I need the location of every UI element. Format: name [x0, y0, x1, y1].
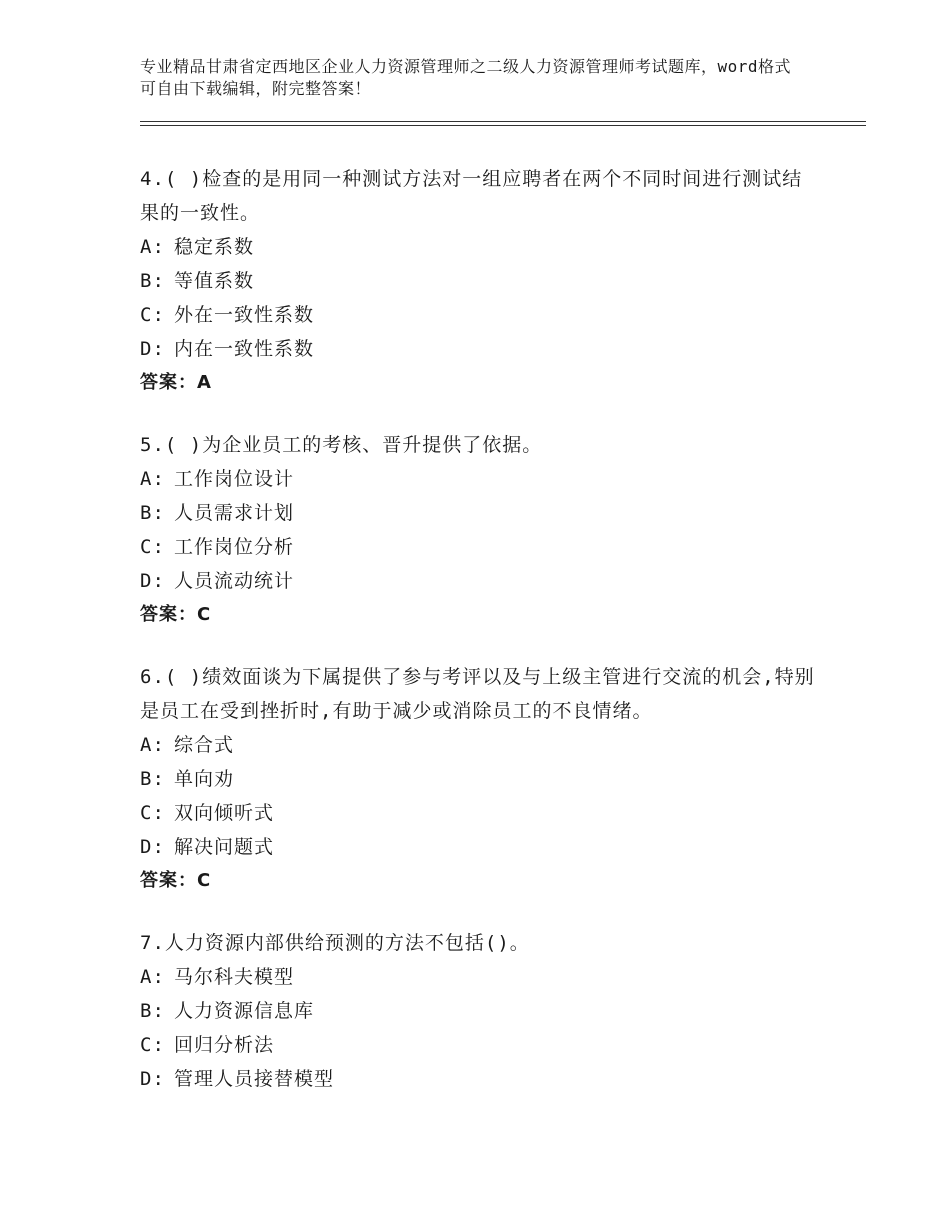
option-text: 人员需求计划	[174, 502, 295, 524]
question-stem: 5.( )为企业员工的考核、晋升提供了依据。	[140, 434, 543, 456]
option-a	[140, 728, 820, 762]
header-divider-top	[140, 121, 866, 122]
option-b	[140, 264, 820, 298]
option-letter: B:	[140, 270, 165, 292]
option-text: 综合式	[174, 734, 235, 756]
option-text: 工作岗位设计	[174, 468, 295, 490]
question-7	[140, 926, 820, 1096]
question-4	[140, 162, 820, 400]
option-text: 回归分析法	[174, 1034, 275, 1056]
option-text: 单向劝	[174, 768, 235, 790]
option-letter: C:	[140, 1034, 165, 1056]
option-text: 管理人员接替模型	[174, 1068, 335, 1090]
option-text: 人员流动统计	[174, 570, 295, 592]
option-text: 稳定系数	[174, 236, 255, 258]
option-c	[140, 530, 820, 564]
answer-line: 答案：A	[140, 372, 212, 393]
option-letter: C:	[140, 304, 165, 326]
option-d	[140, 830, 820, 864]
question-stem: 7.人力资源内部供给预测的方法不包括()。	[140, 932, 530, 954]
option-a	[140, 960, 820, 994]
option-text: 等值系数	[174, 270, 255, 292]
option-b	[140, 496, 820, 530]
header-divider-bottom	[140, 125, 866, 126]
option-text: 内在一致性系数	[174, 338, 315, 360]
answer-line: 答案：C	[140, 870, 212, 891]
option-c	[140, 796, 820, 830]
question-5	[140, 428, 820, 632]
option-a	[140, 462, 820, 496]
option-b	[140, 762, 820, 796]
option-text: 解决问题式	[174, 836, 275, 858]
option-letter: D:	[140, 338, 165, 360]
option-letter: A:	[140, 468, 165, 490]
option-d	[140, 1062, 820, 1096]
document-header: 专业精品甘肃省定西地区企业人力资源管理师之二级人力资源管理师考试题库，word格式可自由下载编辑，附完整答案！	[140, 57, 792, 98]
option-c	[140, 298, 820, 332]
option-letter: D:	[140, 570, 165, 592]
question-stem: 6.( )绩效面谈为下属提供了参与考评以及与上级主管进行交流的机会,特别是员工在受到挫折时,有助于减少或消除员工的不良情绪。	[140, 666, 815, 722]
answer-line: 答案：C	[140, 604, 212, 625]
option-text: 外在一致性系数	[174, 304, 315, 326]
option-letter: B:	[140, 502, 165, 524]
option-letter: A:	[140, 966, 165, 988]
question-list	[140, 162, 820, 1124]
option-letter: A:	[140, 236, 165, 258]
option-c	[140, 1028, 820, 1062]
option-b	[140, 994, 820, 1028]
question-6	[140, 660, 820, 898]
question-stem: 4.( )检查的是用同一种测试方法对一组应聘者在两个不同时间进行测试结果的一致性。	[140, 168, 803, 224]
option-letter: B:	[140, 1000, 165, 1022]
option-letter: D:	[140, 1068, 165, 1090]
option-letter: A:	[140, 734, 165, 756]
option-a	[140, 230, 820, 264]
option-text: 人力资源信息库	[174, 1000, 315, 1022]
option-text: 马尔科夫模型	[174, 966, 295, 988]
option-d	[140, 332, 820, 366]
option-text: 双向倾听式	[174, 802, 275, 824]
option-letter: C:	[140, 802, 165, 824]
option-letter: C:	[140, 536, 165, 558]
option-letter: B:	[140, 768, 165, 790]
option-d	[140, 564, 820, 598]
option-text: 工作岗位分析	[174, 536, 295, 558]
option-letter: D:	[140, 836, 165, 858]
